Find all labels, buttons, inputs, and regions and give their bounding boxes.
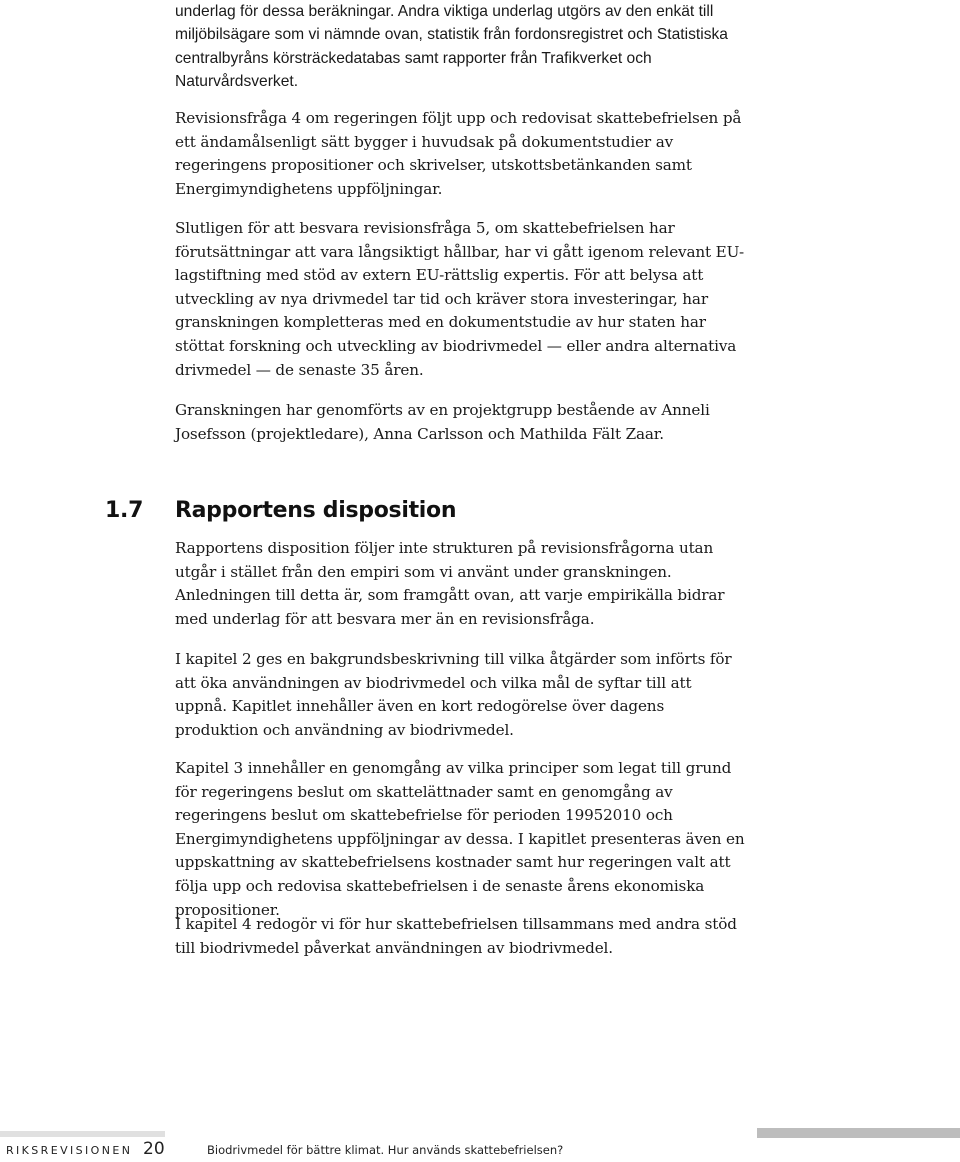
paragraph-kapitel-3: Kapitel 3 innehåller en genomgång av vilka principer som legat till grund för regeringens beslut om skattelättnader samt en genomgång av regeringens beslut om skattebefrielse för perioden 19952010 och Energimyndighetens uppföljningar av dessa. I kapitlet presenteras även en uppskattning av skattebefrielsens kostnader samt hur regeringen valt att följa upp och redovisa skattebefrielsen i de senaste årens ekonomiska propositioner.: [175, 759, 745, 919]
footer-divider-right: [757, 1128, 960, 1138]
footer-page-number: 20: [143, 1139, 165, 1159]
footer-brand: RIKSREVISIONEN: [6, 1144, 133, 1157]
footer-document-title: Biodrivmedel för bättre klimat. Hur används skattebefrielsen?: [207, 1143, 564, 1157]
paragraph-projektgrupp: Granskningen har genomförts av en projektgrupp bestående av Anneli Josefsson (projektledare), Anna Carlsson och Mathilda Fält Zaar.: [175, 401, 710, 443]
paragraph-disposition: Rapportens disposition följer inte strukturen på revisionsfrågorna utan utgår i stället från den empiri som vi använt under granskningen. Anledningen till detta är, som framgått ovan, att varje empirikälla bidrar med underlag för att besvara mer än en revisionsfråga.: [175, 539, 725, 628]
paragraph-revisionsfraga-5: Slutligen för att besvara revisionsfråga 5, om skattebefrielsen har förutsättningar att vara långsiktigt hållbar, har vi gått igenom relevant EU-lagstiftning med stöd av extern EU-rättslig expertis. För att belysa att utveckling av nya drivmedel tar tid och kräver stora investeringar, har granskningen kompletteras med en dokumentstudie av hur staten har stöttat forskning och utveckling av biodrivmedel — eller andra alternativa drivmedel — de senaste 35 åren.: [175, 219, 744, 379]
intro-paragraph: underlag för dessa beräkningar. Andra viktiga underlag utgörs av den enkät till miljöbilsägare som vi nämnde ovan, statistik från fordonsregistret och Statistiska centralbyråns körsträckedatabas samt rapporter från Trafikverket och Naturvårdsverket.: [175, 3, 728, 91]
section-heading: [105, 498, 456, 523]
footer-divider-left: [0, 1131, 165, 1137]
paragraph-revisionsfraga-4: Revisionsfråga 4 om regeringen följt upp och redovisat skattebefrielsen på ett ändamålsenligt sätt bygger i huvudsak på dokumentstudier av regeringens propositioner och skrivelser, utskottsbetänkanden samt Energimyndighetens uppföljningar.: [175, 109, 742, 198]
paragraph-kapitel-2: I kapitel 2 ges en bakgrundsbeskrivning till vilka åtgärder som införts för att öka användningen av biodrivmedel och vilka mål de syftar till att uppnå. Kapitlet innehåller även en kort redogörelse över dagens produktion och användning av biodrivmedel.: [175, 650, 732, 739]
section-number: 1.7: [105, 498, 144, 523]
paragraph-kapitel-4: I kapitel 4 redogör vi för hur skattebefrielsen tillsammans med andra stöd till biodrivmedel påverkat användningen av biodrivmedel.: [175, 915, 737, 957]
section-title: Rapportens disposition: [175, 498, 457, 523]
